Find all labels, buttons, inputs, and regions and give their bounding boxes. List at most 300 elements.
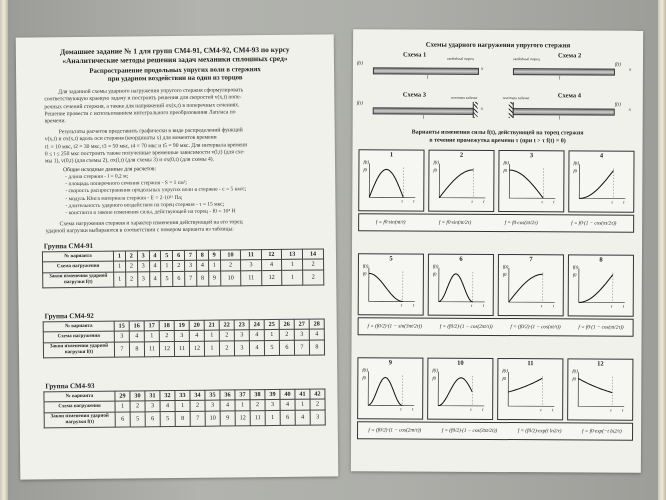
table-cell: 26	[279, 319, 294, 329]
x-axis-label: t	[483, 198, 485, 204]
f0-label: f0	[572, 272, 577, 278]
table-cell: 3	[114, 331, 129, 342]
force-variant-panel	[428, 254, 494, 316]
force-curve	[368, 377, 402, 405]
force-curve	[509, 170, 543, 198]
tau-label: τ	[471, 198, 473, 204]
table-cell: 6	[173, 271, 185, 286]
x-axis-label: t	[622, 303, 624, 309]
table-cell: 12	[235, 410, 250, 425]
force-formula: f = f0·sin(πt/2τ)	[438, 219, 472, 226]
length-label: l	[422, 115, 425, 121]
force-variant-panel	[568, 254, 634, 316]
table-cell: 1	[114, 272, 126, 287]
table-cell: 2	[125, 261, 137, 272]
scheme-label: Схема 3	[402, 91, 427, 99]
variant-number: 7	[529, 256, 533, 264]
subtitle-line-2: при ударном воздействии на один из торцов	[107, 74, 243, 83]
table-cell: 2	[173, 260, 185, 271]
row-header: Закон изменения ударной нагрузки f(t)	[43, 342, 114, 358]
table-cell: 32	[160, 391, 175, 401]
table-cell: 4	[149, 251, 161, 261]
table-cell: 1	[282, 270, 303, 285]
table-cell: 5	[161, 271, 173, 286]
variant-number: 11	[527, 360, 534, 368]
table-cell: 2	[303, 269, 324, 284]
force-label: f(t)	[614, 102, 621, 108]
variant-number: 10	[457, 359, 464, 367]
x-axis-label: t	[552, 407, 554, 413]
variant-number: 12	[597, 360, 604, 368]
force-label: f(t)	[356, 61, 364, 67]
axes	[509, 268, 555, 302]
length-label: l	[558, 76, 561, 82]
table-cell: 6	[115, 411, 130, 426]
table-cell: 7	[185, 271, 197, 286]
free-end-label: свободный торец	[512, 57, 540, 62]
force-variant-panel	[358, 253, 424, 315]
door-frame-right	[658, 0, 666, 500]
rod-diagram	[373, 67, 479, 75]
table-cell: 8	[175, 411, 190, 426]
force-variant-panel	[568, 150, 634, 212]
force-formula: f = f0·(1 − cos(πt/2τ))	[571, 220, 617, 227]
force-variant-panel	[498, 254, 564, 316]
f0-label: f0	[362, 271, 367, 277]
length-label: l	[558, 116, 561, 122]
x-axis-label: t	[623, 199, 625, 205]
table-cell: 3	[234, 330, 249, 341]
axes	[368, 371, 414, 405]
table-cell: 2	[279, 329, 294, 340]
scheme-label: Схема 4	[557, 92, 582, 100]
table-cell: 2	[190, 400, 205, 411]
table-cell: 36	[220, 390, 235, 400]
tau-label: τ	[610, 407, 612, 413]
table-cell: 11	[174, 341, 189, 356]
table-cell: 2	[159, 331, 174, 342]
y-axis-label: f(t)	[363, 159, 369, 165]
table-cell: 1	[264, 329, 279, 340]
force-curve	[439, 274, 473, 302]
table-cell: 22	[219, 320, 234, 330]
table-cell: 1	[114, 261, 126, 272]
table-cell: 31	[145, 391, 160, 401]
table-cell: 29	[115, 391, 130, 401]
table-cell: 3	[294, 329, 309, 340]
force-formula: f = f0·cos(πt/2τ)	[504, 220, 538, 227]
force-curve-plot	[503, 264, 559, 308]
table-cell: 5	[130, 411, 145, 426]
f0-label: f0	[432, 271, 437, 277]
table-cell: 13	[282, 249, 303, 259]
tau-label: τ	[470, 406, 472, 412]
table-cell: 21	[204, 320, 219, 330]
table-cell: 1	[113, 251, 125, 261]
table-cell: 7	[114, 342, 129, 357]
formula-row	[358, 317, 634, 336]
table-cell: 11	[241, 250, 261, 260]
formula-row	[357, 421, 633, 440]
table-cell: 10	[220, 270, 241, 285]
f0-label: f0	[362, 375, 366, 381]
scheme-label: Схема 1	[403, 51, 427, 59]
force-curve	[579, 170, 613, 198]
force-formula: f = (f0/2)·(1 − sin(3πt/2τ))	[367, 323, 423, 330]
axes	[439, 268, 485, 302]
table-cell: 20	[189, 320, 204, 330]
table-cell: 6	[173, 250, 185, 260]
variant-number: 9	[388, 359, 393, 367]
force-curve-plot	[433, 160, 489, 204]
y-axis-label: f(t)	[502, 368, 508, 374]
table-cell: 4	[261, 259, 282, 270]
variants-title-line-2: в течение промежутка времени τ (при t > τ f(t) = 0)	[429, 137, 566, 145]
force-curve-plot	[362, 367, 418, 411]
variants-title-line-1: Варианты изменения силы f(t), действующей на торец стержня	[411, 129, 584, 137]
force-variant-panel	[428, 150, 494, 212]
table-cell: 3	[137, 251, 149, 261]
variant-number: 1	[389, 151, 394, 159]
y-axis-label: f(t)	[572, 368, 578, 374]
law-row	[44, 409, 325, 427]
diagrams-sheet	[351, 29, 643, 473]
formula-row	[358, 213, 634, 232]
table-cell: 40	[280, 389, 295, 399]
title-line-2: «Аналитические методы решения задач механики сплошных сред»	[62, 53, 288, 66]
rod-diagram	[513, 108, 615, 116]
table-cell: 3	[241, 260, 261, 271]
table-cell: 18	[159, 321, 174, 331]
table-cell: 19	[174, 320, 189, 330]
group-title: Группа СМ4-92	[44, 311, 94, 321]
y-axis-label: f(t)	[433, 159, 439, 165]
table-cell: 3	[205, 400, 220, 411]
f0-label: f0	[432, 375, 436, 381]
table-cell: 4	[249, 330, 264, 341]
subtitle-line-1: Распространение продольных упругих волн в стержнях	[89, 66, 261, 75]
force-variant-panel	[567, 358, 633, 420]
table-cell: 2	[250, 400, 265, 411]
tau-label: τ	[541, 199, 543, 205]
table-cell: 34	[190, 390, 205, 400]
fixed-support	[473, 102, 478, 118]
force-formula: f = f0·exp(−t ln2/τ)	[582, 428, 622, 435]
table-cell: 12	[261, 249, 282, 259]
table-cell: 2	[130, 401, 145, 412]
table-cell: 15	[114, 321, 129, 331]
row-header: № варианта	[44, 391, 115, 402]
table-cell: 12	[159, 341, 174, 356]
fixed-end-label: жесткая заделка	[502, 96, 530, 101]
paragraph-task: Для заданной схемы ударного нагружения упругого стержня сформулировать соответствующую краевую задачу и построить решения для скоростей v(x,t) попе- речных сечений стержня, а также для напряжений σx(x,t) в поперечных сечениях. Решение провести с использованием интегрального преобразования Лапласа по времени.	[44, 87, 244, 125]
table-cell: 27	[294, 319, 309, 329]
f0-label: f0	[433, 167, 437, 173]
free-end-label: свободный торец	[446, 56, 474, 61]
table-cell: 7	[294, 340, 309, 355]
table-cell: 1	[208, 260, 220, 271]
row-header: № варианта	[42, 251, 113, 262]
table-cell: 3	[310, 409, 325, 424]
x-axis-label: t	[553, 199, 555, 205]
table-cell: 38	[250, 390, 265, 400]
x-label: x	[480, 106, 483, 112]
rod-diagram	[373, 107, 475, 115]
force-formula: f = (f0/2)·(1 − cos(2πt/τ))	[439, 323, 493, 330]
force-variant-panel	[497, 358, 563, 420]
table-cell: 9	[220, 410, 235, 425]
x-axis-label: t	[413, 198, 415, 204]
force-curve	[369, 273, 403, 301]
force-curve-plot	[502, 368, 558, 412]
variants-table	[43, 318, 325, 357]
law-row	[43, 269, 324, 287]
y-axis-label: f(t)	[432, 263, 439, 269]
table-cell: 12	[189, 341, 204, 356]
force-curve	[439, 170, 473, 198]
force-variant-panel	[498, 150, 564, 212]
variant-number: 4	[599, 152, 604, 160]
x-axis-label: t	[412, 302, 414, 308]
tau-label: τ	[540, 407, 542, 413]
table-cell: 3	[174, 330, 189, 341]
table-cell: 37	[235, 390, 250, 400]
table-cell: 4	[280, 399, 295, 410]
force-variant-panel	[358, 149, 424, 211]
table-cell: 39	[265, 389, 280, 399]
x-label: x	[628, 107, 631, 113]
x-axis-label: t	[552, 303, 554, 309]
force-curve-plot	[503, 160, 559, 204]
force-variant-panel	[427, 358, 493, 420]
row-header: № варианта	[43, 321, 114, 332]
table-cell: 7	[184, 250, 196, 260]
force-curve	[438, 378, 472, 406]
force-variant-panel	[357, 357, 423, 419]
table-cell: 4	[160, 401, 175, 412]
table-cell: 42	[310, 389, 325, 399]
table-cell: 23	[234, 320, 249, 330]
table-cell: 1	[115, 401, 130, 412]
force-curve	[369, 169, 403, 197]
x-label: x	[628, 67, 632, 73]
table-cell: 1	[161, 261, 173, 272]
table-cell: 7	[190, 411, 205, 426]
table-cell: 14	[303, 249, 324, 259]
table-cell: 24	[249, 320, 264, 330]
y-axis-label: f(t)	[573, 160, 579, 166]
y-axis-label: f(t)	[362, 367, 368, 373]
table-cell: 10	[220, 250, 241, 260]
tau-label: τ	[400, 406, 402, 412]
f0-label: f0	[503, 168, 507, 174]
x-axis-label: t	[412, 406, 414, 412]
force-curve-plot	[363, 263, 419, 307]
table-cell: 6	[279, 340, 294, 355]
tau-label: τ	[540, 303, 543, 309]
table-cell: 30	[130, 391, 145, 401]
table-cell: 3	[265, 399, 280, 410]
force-formula: f = f0·sin(πt/τ)	[375, 219, 406, 226]
force-formula: f = (f0/2)·(1 − cos(πt/τ))	[510, 324, 561, 331]
axes	[439, 164, 485, 198]
f0-label: f0	[502, 272, 507, 278]
table-cell: 5	[160, 411, 175, 426]
table-cell: 33	[175, 390, 190, 400]
table-cell: 3	[137, 271, 149, 286]
table-cell: 6	[280, 410, 295, 425]
force-curve-plot	[573, 264, 629, 308]
table-cell: 10	[205, 411, 220, 426]
table-cell: 2	[310, 399, 325, 410]
table-cell: 4	[249, 340, 264, 355]
table-cell: 4	[295, 410, 310, 425]
tau-label: τ	[400, 302, 403, 308]
table-cell: 3	[185, 260, 197, 271]
x-axis-label: t	[482, 406, 484, 412]
table-cell: 4	[189, 330, 204, 341]
force-curve	[509, 274, 543, 302]
table-cell: 3	[137, 261, 149, 272]
table-cell: 1	[235, 400, 250, 411]
paragraph-choose: Схема нагружения стержня и характер изменения действующей на его торец ударной нагрузки выбираются в соответствии с номером варианта из таблицы:	[45, 219, 243, 235]
table-cell: 28	[309, 319, 324, 329]
table-cell: 3	[234, 340, 249, 355]
table-cell: 4	[309, 329, 324, 340]
table-cell: 2	[125, 271, 137, 286]
table-cell: 1	[265, 410, 280, 425]
axes	[509, 164, 555, 198]
table-cell: 8	[196, 250, 208, 260]
table-cell: 11	[241, 270, 261, 285]
table-cell: 4	[220, 400, 235, 411]
axes	[369, 267, 415, 301]
row-header: Закон изменения ударной нагрузки f(t)	[43, 272, 114, 288]
tau-label: τ	[610, 303, 613, 309]
row-header: Схема нагружения	[43, 261, 114, 272]
table-cell: 2	[125, 251, 137, 261]
group-title: Группа СМ4-93	[45, 381, 95, 391]
tau-label: τ	[611, 199, 613, 205]
force-label: f(t)	[356, 101, 363, 107]
f0-label: f0	[502, 376, 506, 382]
force-curve-plot	[363, 159, 419, 203]
y-axis-label: f(t)	[362, 263, 369, 269]
f0-label: f0	[572, 376, 576, 382]
table-cell: 8	[197, 271, 209, 286]
axes	[508, 372, 554, 406]
force-curve	[578, 378, 612, 392]
force-formula: f = (f0/2)·exp(t ln2/τ)	[517, 428, 562, 435]
door-frame-left	[0, 0, 8, 500]
data-list: - длина стержня - l = 0,2 м; - площадь поперечного сечения стержня - S = 1 см²; - скорость распространения продольных упругих волн в стержне - c = 5 км/с; - модуль Юнга материала стержня - E = 2·10¹¹ Па; - длительность ударного воздействия на торец стержня - τ = 15 мкс; - константа в законе изменения силы, действующей на торец - f0 = 10⁴ Н	[65, 173, 247, 217]
axes	[579, 164, 625, 198]
force-curve	[579, 274, 613, 302]
table-cell: 8	[309, 339, 324, 354]
axes	[579, 268, 625, 302]
title-line-1: Домашнее задание № 1 для групп СМ4-91, СМ4-92, СМ4-93 по курсу	[60, 44, 290, 57]
y-axis-label: f(t)	[572, 264, 579, 270]
variants-table	[42, 248, 324, 287]
table-cell: 11	[144, 341, 159, 356]
table-cell: 3	[145, 401, 160, 412]
table-cell: 2	[220, 260, 241, 271]
table-cell: 12	[261, 270, 282, 285]
f0-label: f0	[363, 167, 367, 173]
table-cell: 6	[145, 411, 160, 426]
table-cell: 9	[208, 271, 220, 286]
variant-number: 5	[389, 255, 393, 263]
schemes-title: Схемы ударного нагружения упругого стержня	[425, 41, 571, 50]
row-header: Схема нагружения	[44, 401, 115, 412]
variant-number: 3	[529, 152, 534, 160]
fixed-end-label: жесткая заделка	[450, 95, 478, 100]
rod-diagram	[513, 68, 615, 76]
table-cell: 1	[204, 341, 219, 356]
table-cell: 1	[282, 259, 303, 270]
row-header: Схема нагружения	[43, 331, 114, 342]
force-curve	[508, 378, 542, 392]
table-cell: 41	[295, 389, 310, 399]
tau-label: τ	[470, 302, 473, 308]
x-axis-label: t	[622, 407, 624, 413]
variants-table	[43, 388, 325, 427]
variant-number: 2	[459, 151, 464, 159]
table-cell: 25	[264, 319, 279, 329]
assignment-sheet	[16, 34, 339, 479]
table-cell: 2	[219, 330, 234, 341]
table-cell: 5	[264, 340, 279, 355]
axes	[438, 372, 484, 406]
table-cell: 8	[129, 341, 144, 356]
table-cell: 9	[208, 250, 220, 260]
table-cell: 4	[149, 261, 161, 272]
force-curve-plot	[573, 160, 629, 204]
group-title: Группа СМ4-91	[43, 241, 94, 251]
x-axis-label: t	[482, 302, 484, 308]
force-curve-plot	[432, 368, 488, 412]
data-intro: Общие исходные данные для расчетов:	[63, 166, 157, 174]
force-curve-plot	[572, 368, 628, 412]
table-cell: 1	[204, 330, 219, 341]
table-cell: 2	[219, 340, 234, 355]
x-label: x	[480, 66, 484, 72]
y-axis-label: f(t)	[503, 160, 509, 166]
force-formula: f = (f0/2)·(1 − cos(3πt/2τ))	[441, 427, 498, 435]
table-cell: 16	[129, 321, 144, 331]
y-axis-label: f(t)	[432, 367, 438, 373]
table-cell: 1	[295, 399, 310, 410]
force-formula: f = (f0/2)·(1 − cos(2πt/τ))	[368, 427, 422, 434]
table-cell: 2	[303, 259, 324, 270]
table-cell: 35	[205, 390, 220, 400]
variant-number: 6	[459, 255, 463, 263]
y-axis-label: f(t)	[502, 264, 509, 270]
table-cell: 4	[149, 271, 161, 286]
scheme-label: Схема 2	[558, 52, 582, 60]
force-formula: f = f0·(1 − cos(πt/2τ))	[578, 324, 624, 331]
variant-number: 8	[599, 256, 603, 264]
force-label: f(t)	[614, 62, 622, 68]
table-cell: 1	[175, 400, 190, 411]
table-cell: 1	[144, 331, 159, 342]
tau-label: τ	[401, 198, 403, 204]
table-cell: 17	[144, 321, 159, 331]
force-curve-plot	[433, 264, 489, 308]
table-cell: 4	[196, 260, 208, 271]
table-cell: 11	[250, 410, 265, 425]
f0-label: f0	[573, 168, 577, 174]
